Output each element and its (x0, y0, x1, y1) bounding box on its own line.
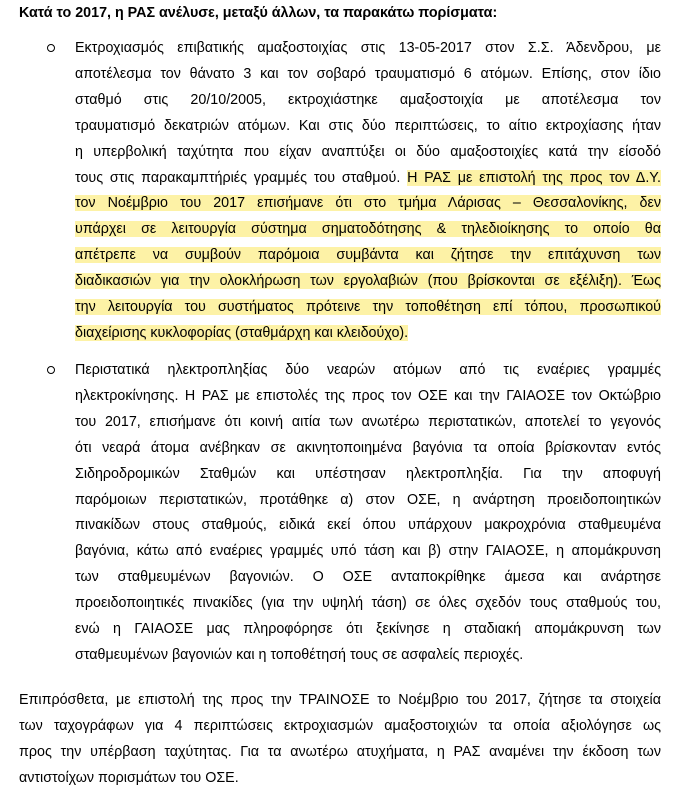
text-line: προς την υπέρβαση ταχύτητας. Για τα ανωτέρω ατυχήματα, η ΡΑΣ αναμένει την έκδοση των (19, 743, 661, 760)
text-line (75, 297, 661, 317)
line-text: τους στις παρακαμπτήριές γραμμές του σταθμού. (75, 169, 401, 186)
text-line (75, 219, 661, 239)
bullet-circle-icon (47, 366, 55, 374)
text-line (75, 323, 661, 343)
text-line (75, 90, 661, 110)
text-line: των ταχογράφων για 4 περιπτώσεις εκτροχιασμών αμαξοστοιχιών τα οποία αξιολόγησε ως (19, 717, 661, 734)
highlighted-text: απέτρεπε να συμβούν παρόμοια συμβάντα και ζήτησε την επιτάχυνση των (75, 247, 661, 264)
text-line: αντιστοίχων πορισμάτων του ΟΣΕ. (19, 769, 239, 786)
text-line: ηλεκτροκίνησης. Η ΡΑΣ με επιστολές της προς τον ΟΣΕ και την ΓΑΙΑΟΣΕ τον Οκτώβριο (75, 387, 661, 404)
line-text: αποτέλεσμα τον θάνατο 3 και τον σοβαρό τραυματισμό 6 ατόμων. Επίσης, στον ίδιο (75, 65, 661, 82)
line-text: Εκτροχιασμός επιβατικής αμαξοστοιχίας στις 13-05-2017 στον Σ.Σ. Άδενδρου, με (75, 40, 661, 56)
highlighted-text: διαδικασιών για την ολοκλήρωση των εργολαβιών (που βρίσκονται σε εξέλιξη). Έως (75, 273, 661, 290)
line-text: σταθμό στις 20/10/2005, εκτροχιάστηκε αμαξοστοιχία με αποτέλεσμα τον (75, 91, 661, 108)
highlighted-text: τον Νοέμβριο του 2017 επισήμανε ότι στο τμήμα Λάρισας – Θεσσαλονίκης, δεν (75, 195, 661, 212)
text-line: βαγόνια, κάτω από εναέριες γραμμές υπό τάση και β) στην ΓΑΙΑΟΣΕ, η απομάκρυνση (75, 543, 661, 560)
text-line: του 2017, επισήμανε ότι κοινή αιτία των ανωτέρω περιστατικών, αποτελεί το γεγονός (75, 413, 661, 430)
text-line (75, 64, 661, 84)
text-line: Επιπρόσθετα, με επιστολή της προς την ΤΡΑΙΝΟΣΕ το Νοέμβριο του 2017, ζήτησε τα στοιχεία (19, 692, 661, 708)
text-line: ενώ η ΓΑΙΑΟΣΕ μας πληροφόρησε ότι ξεκίνησε η σταδιακή απομάκρυνση των (75, 621, 661, 637)
highlighted-text: την λειτουργία του συστήματος πρότεινε την τοποθέτηση επί τόπου, προσωπικού (75, 299, 661, 315)
bullet-circle-icon (47, 44, 55, 52)
text-line (75, 245, 661, 265)
text-line: Σιδηροδρομικών Σταθμών και υπέστησαν ηλεκτροπληξία. Για την αποφυγή (75, 465, 661, 482)
text-line (75, 193, 661, 213)
text-line (75, 168, 661, 188)
text-line (75, 142, 661, 162)
text-line: παρόμοιων περιστατικών, προτάθηκε α) στον ΟΣΕ, η ανάρτηση προειδοποιητικών (75, 491, 661, 508)
line-text: τραυματισμό δεκατριών ατόμων. Και στις δύο περιπτώσεις, το αίτιο εκτροχίασης ήταν (75, 117, 661, 134)
highlighted-text: υπάρχει σε λειτουργία σύστημα σηματοδότησης & τηλεδιοίκησης το οποίο θα (75, 221, 661, 238)
text-line (75, 38, 661, 58)
text-line: των σταθμευμένων βαγονιών. Ο ΟΣΕ ανταποκρίθηκε άμεσα και ανάρτησε (75, 569, 661, 586)
text-line: ότι νεαρά άτομα ανέβηκαν σε ακινητοποιημένα βαγόνια τα οποία βρίσκονταν εντός (75, 439, 661, 456)
text-line: πινακίδων στους σταθμούς, ειδικά εκεί όπου υπάρχουν μακροχρόνια σταθμευμένα (75, 517, 661, 534)
highlighted-text: Η ΡΑΣ με επιστολή της προς τον Δ.Υ. (407, 169, 661, 186)
section-heading: Κατά το 2017, η ΡΑΣ ανέλυσε, μεταξύ άλλων, τα παρακάτω πορίσματα: (19, 5, 498, 21)
text-line (75, 116, 661, 136)
text-line: σταθμευμένων βαγονιών και η τοποθέτησή τους σε ασφαλείς περιοχές. (75, 646, 524, 663)
highlighted-text: διαχείρισης κυκλοφορίας (σταθμάρχη και κλειδούχο). (75, 324, 409, 341)
text-line (75, 271, 661, 291)
line-text: η υπερβολική ταχύτητα που είχαν αναπτύξει οι δύο αμαξοστοιχίες κατά την είσοδό (75, 143, 661, 160)
text-line: Περιστατικά ηλεκτροπληξίας δύο νεαρών ατόμων από τις εναέριες γραμμές (75, 362, 661, 378)
text-line: προειδοποιητικές πινακίδες (για την υψηλή τάση) σε όλες σχεδόν τους σταθμούς του, (75, 595, 661, 612)
